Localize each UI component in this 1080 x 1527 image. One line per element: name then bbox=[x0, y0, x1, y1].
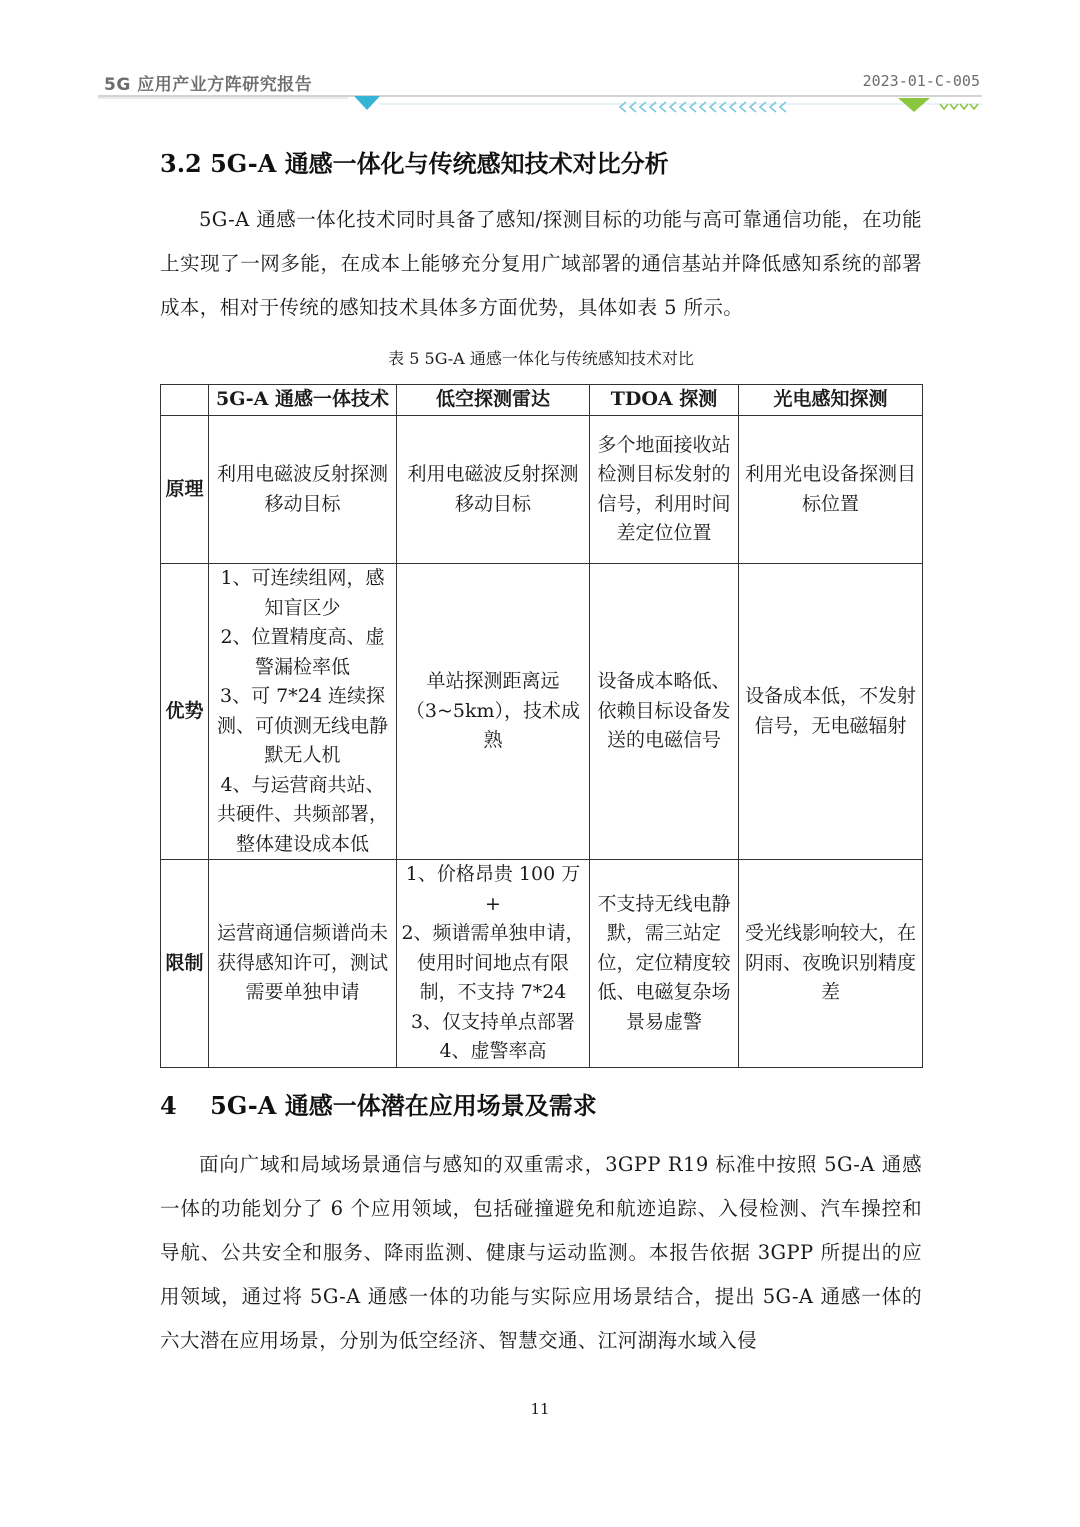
table-cell: 设备成本略低、依赖目标设备发送的电磁信号 bbox=[590, 564, 739, 860]
section-4-paragraph: 面向广域和局域场景通信与感知的双重需求，3GPP R19 标准中按照 5G-A 通感一体的功能划分了 6 个应用领域，包括碰撞避免和航迹追踪、入侵检测、汽车操控和导航、公共安全和服务、降雨监测、健康与运动监测。本报告依据 3GPP 所提出的应用领域，通过将 5G-A 通感一体的功能与实际应用场景结合，提出 5G-A 通感一体的六大潜在应用场景，分别为低空经济、智慧交通、江河湖海水域入侵 bbox=[160, 1153, 922, 1352]
page-number: 11 bbox=[530, 1400, 550, 1418]
table-header-cell bbox=[161, 385, 209, 416]
table-cell: 1、可连续组网，感知盲区少 2、位置精度高、虚警漏检率低 3、可 7*24 连续探测、可侦测无线电静默无人机 4、与运营商共站、共硬件、共频部署，整体建设成本低 bbox=[209, 564, 397, 860]
table-header-cell: 低空探测雷达 bbox=[397, 385, 590, 416]
header-doc-id: 2023-01-C-005 bbox=[862, 72, 980, 90]
table-cell: 多个地面接收站检测目标发射的信号，利用时间差定位位置 bbox=[590, 416, 739, 564]
table-cell: 单站探测距离远（3~5km），技术成熟 bbox=[397, 564, 590, 860]
table-row bbox=[161, 860, 923, 1068]
table-cell: 设备成本低，不发射信号，无电磁辐射 bbox=[739, 564, 923, 860]
section-heading-4: 4 5G-A 通感一体潜在应用场景及需求 bbox=[160, 1091, 597, 1120]
section-3-2-paragraph: 5G-A 通感一体化技术同时具备了感知/探测目标的功能与高可靠通信功能，在功能上实现了一网多能，在成本上能够充分复用广域部署的通信基站并降低感知系统的部署成本，相对于传统的感知技术具体多方面优势，具体如表 5 所示。 bbox=[160, 208, 922, 319]
table-row-label: 限制 bbox=[161, 860, 209, 1068]
table-cell: 不支持无线电静默，需三站定位，定位精度较低、电磁复杂场景易虚警 bbox=[590, 860, 739, 1068]
table-header-cell: 光电感知探测 bbox=[739, 385, 923, 416]
triangle-marker-icon bbox=[354, 96, 380, 110]
table-row bbox=[161, 416, 923, 564]
table-row bbox=[161, 564, 923, 860]
table-cell: 利用电磁波反射探测移动目标 bbox=[397, 416, 590, 564]
table-row-label: 优势 bbox=[161, 564, 209, 860]
table-header-cell: TDOA 探测 bbox=[590, 385, 739, 416]
table-cell: 利用电磁波反射探测移动目标 bbox=[209, 416, 397, 564]
table-header-cell: 5G-A 通感一体技术 bbox=[209, 385, 397, 416]
table-cell: 1、价格昂贵 100 万+ 2、频谱需单独申请，使用时间地点有限制，不支持 7*24 3、仅支持单点部署 4、虚警率高 bbox=[397, 860, 590, 1068]
table-row-label: 原理 bbox=[161, 416, 209, 564]
header-title: 5G 应用产业方阵研究报告 bbox=[104, 75, 313, 95]
table-header-row bbox=[161, 385, 923, 416]
section-heading-3-2: 3.2 5G-A 通感一体化与传统感知技术对比分析 bbox=[160, 149, 669, 178]
table-cell: 受光线影响较大，在阴雨、夜晚识别精度差 bbox=[739, 860, 923, 1068]
table-cell: 运营商通信频谱尚未获得感知许可，测试需要单独申请 bbox=[209, 860, 397, 1068]
table-caption: 表 5 5G-A 通感一体化与传统感知技术对比 bbox=[388, 349, 694, 368]
table-cell: 利用光电设备探测目标位置 bbox=[739, 416, 923, 564]
header-decoration bbox=[98, 92, 982, 118]
comparison-table bbox=[160, 384, 923, 1068]
